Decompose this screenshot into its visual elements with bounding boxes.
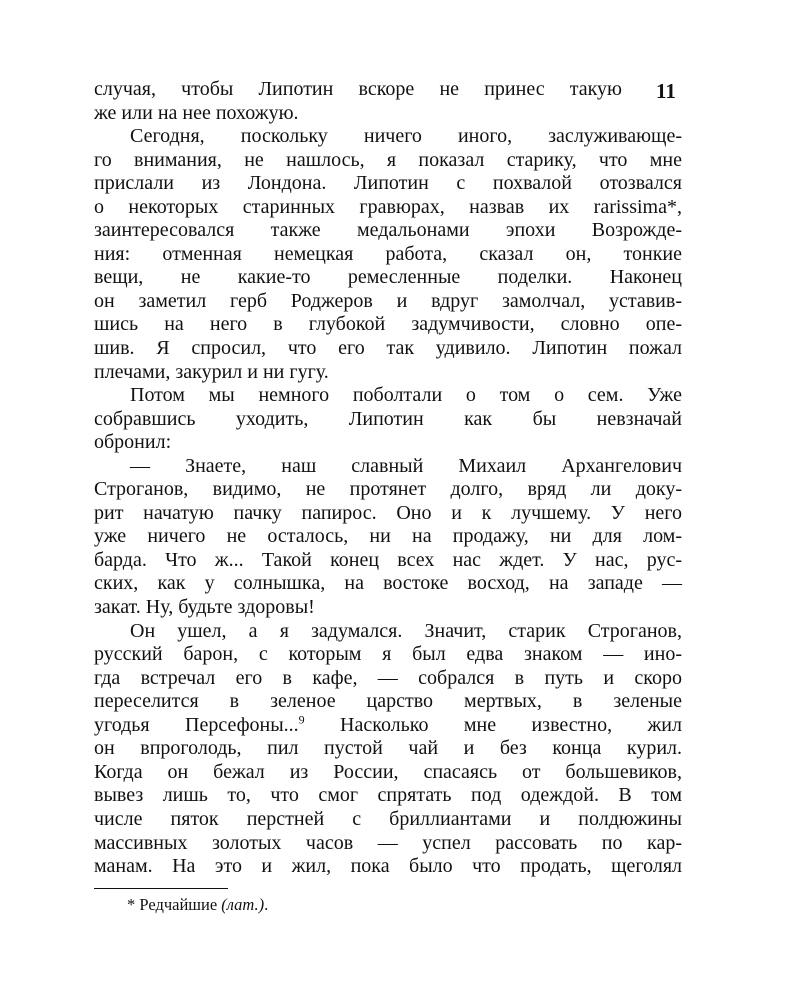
- text-fragment: Насколько мне известно, жил: [304, 713, 682, 736]
- text-line: ских, как у солнышка, на востоке восход, на западе —: [94, 572, 682, 595]
- text-line: вывез лишь то, что смог спрятать под одеждой. В том: [94, 784, 682, 807]
- text-line: вещи, не какие-то ремесленные поделки. Наконец: [94, 266, 682, 289]
- footnote: [127, 894, 268, 916]
- text-line: о некоторых старинных гравюрах, назвав их rarissima*,: [94, 195, 682, 218]
- text-line: го внимания, не нашлось, я показал старику, что мне: [94, 148, 682, 171]
- text-line: собравшись уходить, Липотин как бы невзначай: [94, 407, 682, 430]
- text-line: плечами, закурил и ни гугу.: [94, 360, 329, 383]
- text-line: Он ушел, а я задумался. Значит, старик Строганов,: [130, 619, 682, 642]
- text-line: переселится в зеленое царство мертвых, в зеленые: [94, 690, 682, 713]
- text-line: Сегодня, поскольку ничего иного, заслуживающе-: [130, 125, 682, 148]
- text-line: ния: отменная немецкая работа, сказал он, тонкие: [94, 242, 682, 265]
- text-fragment: угодья Персефоны...: [94, 713, 299, 736]
- footnote-end: .: [264, 895, 269, 914]
- text-line: Когда он бежал из России, спасаясь от большевиков,: [94, 760, 682, 783]
- footnote-language: (лат.): [221, 895, 265, 914]
- text-line: прислали из Лондона. Липотин с похвалой отозвался: [94, 172, 682, 195]
- text-line: манам. На это и жил, пока было что продать, щеголял: [94, 855, 682, 878]
- text-line: массивных золотых часов — успел рассовать по кар-: [94, 831, 682, 854]
- page-number: 11: [656, 79, 676, 103]
- body-text: [94, 78, 682, 879]
- footnote-divider: [94, 888, 228, 889]
- text-line: он впроголодь, пил пустой чай и без конца курил.: [94, 737, 682, 760]
- text-line: гда встречал его в кафе, — собрался в путь и скоро: [94, 666, 682, 689]
- text-line: уже ничего не осталось, ни на продажу, ни для лом-: [94, 525, 682, 548]
- text-line: он заметил герб Роджеров и вдруг замолчал, уставив-: [94, 289, 682, 312]
- text-line: случая, чтобы Липотин вскоре не принес такую: [94, 78, 622, 100]
- text-line: рит начатую пачку папирос. Оно и к лучшему. У него: [94, 501, 682, 524]
- text-line: шись на него в глубокой задумчивости, словно опе-: [94, 313, 682, 336]
- text-line: Потом мы немного поболтали о том о сем. Уже: [130, 384, 682, 407]
- text-line-with-note: [94, 714, 682, 738]
- text-line: — Знаете, наш славный Михаил Архангелович: [130, 454, 682, 477]
- text-line: барда. Что ж... Такой конец всех нас ждет. У нас, рус-: [94, 548, 682, 571]
- text-line: числе пяток перстней с бриллиантами и полдюжины: [94, 807, 682, 830]
- text-line: закат. Ну, будьте здоровы!: [94, 596, 315, 619]
- text-line: же или на нее похожую.: [94, 101, 299, 124]
- footnote-text: * Редчайшие: [127, 895, 222, 914]
- text-line: Строганов, видимо, не протянет долго, вряд ли доку-: [94, 478, 682, 501]
- text-line: русский барон, с которым я был едва знаком — ино-: [94, 643, 682, 666]
- footnote-reference[interactable]: 9: [298, 712, 305, 727]
- text-line: шив. Я спросил, что его так удивило. Липотин пожал: [94, 337, 682, 360]
- text-line: заинтересовался также медальонами эпохи Возрожде-: [94, 219, 682, 242]
- text-line: обронил:: [94, 431, 172, 454]
